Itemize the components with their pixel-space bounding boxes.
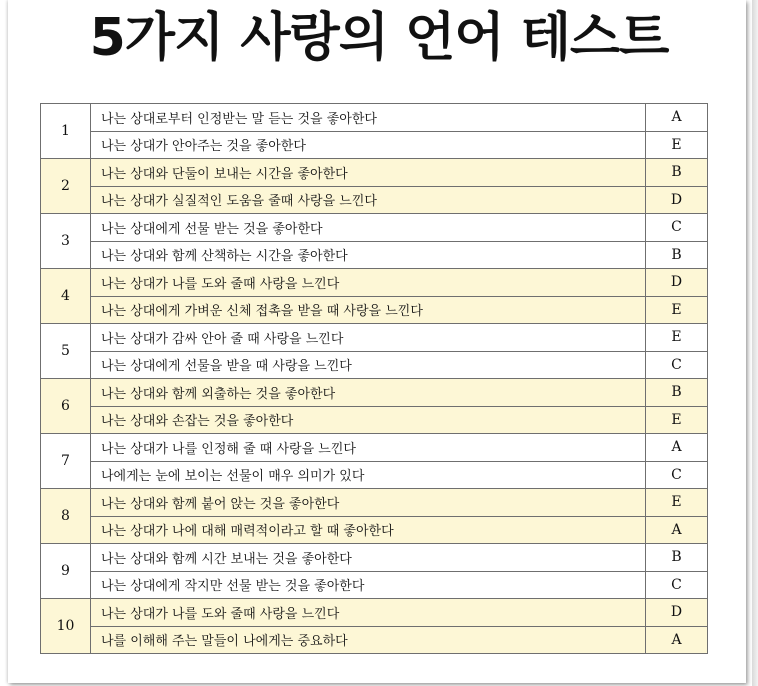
question-number: 8 bbox=[41, 489, 91, 544]
question-row bbox=[41, 104, 708, 132]
question-row bbox=[41, 269, 708, 297]
statement-text: 나는 상대와 단둘이 보내는 시간을 좋아한다 bbox=[91, 159, 646, 187]
statement-text: 나는 상대에게 작지만 선물 받는 것을 좋아한다 bbox=[91, 571, 646, 599]
answer-code: D bbox=[646, 186, 708, 214]
question-row bbox=[41, 214, 708, 242]
answer-code: E bbox=[646, 131, 708, 159]
question-number: 2 bbox=[41, 159, 91, 214]
answer-code: E bbox=[646, 489, 708, 517]
answer-code: A bbox=[646, 626, 708, 654]
question-row bbox=[41, 544, 708, 572]
statement-text: 나는 상대가 나를 도와 줄때 사랑을 느낀다 bbox=[91, 599, 646, 627]
question-row bbox=[41, 571, 708, 599]
statement-text: 나는 상대가 안아주는 것을 좋아한다 bbox=[91, 131, 646, 159]
statement-text: 나는 상대가 나에 대해 매력적이라고 할 때 좋아한다 bbox=[91, 516, 646, 544]
statement-text: 나에게는 눈에 보이는 선물이 매우 의미가 있다 bbox=[91, 461, 646, 489]
question-row bbox=[41, 379, 708, 407]
statement-text: 나는 상대와 함께 시간 보내는 것을 좋아한다 bbox=[91, 544, 646, 572]
question-row bbox=[41, 489, 708, 517]
page-edge bbox=[752, 0, 758, 686]
statement-text: 나는 상대에게 가벼운 신체 접촉을 받을 때 사랑을 느낀다 bbox=[91, 296, 646, 324]
answer-code: D bbox=[646, 269, 708, 297]
statement-text: 나는 상대가 나를 도와 줄때 사랑을 느낀다 bbox=[91, 269, 646, 297]
question-number: 4 bbox=[41, 269, 91, 324]
question-row bbox=[41, 434, 708, 462]
answer-code: C bbox=[646, 461, 708, 489]
question-row bbox=[41, 296, 708, 324]
question-row bbox=[41, 516, 708, 544]
question-number: 5 bbox=[41, 324, 91, 379]
question-row bbox=[41, 131, 708, 159]
answer-code: E bbox=[646, 296, 708, 324]
statement-text: 나를 이해해 주는 말들이 나에게는 중요하다 bbox=[91, 626, 646, 654]
statement-text: 나는 상대와 손잡는 것을 좋아한다 bbox=[91, 406, 646, 434]
page-title: 5가지 사랑의 언어 테스트 bbox=[89, 8, 669, 68]
question-row bbox=[41, 186, 708, 214]
love-language-test-table bbox=[40, 103, 708, 654]
answer-code: C bbox=[646, 214, 708, 242]
question-row bbox=[41, 599, 708, 627]
answer-code: B bbox=[646, 544, 708, 572]
answer-code: E bbox=[646, 406, 708, 434]
statement-text: 나는 상대가 감싸 안아 줄 때 사랑을 느낀다 bbox=[91, 324, 646, 352]
answer-code: A bbox=[646, 516, 708, 544]
answer-code: E bbox=[646, 324, 708, 352]
test-table-body bbox=[41, 104, 708, 654]
answer-code: B bbox=[646, 159, 708, 187]
statement-text: 나는 상대에게 선물 받는 것을 좋아한다 bbox=[91, 214, 646, 242]
question-row bbox=[41, 324, 708, 352]
statement-text: 나는 상대가 나를 인정해 줄 때 사랑을 느낀다 bbox=[91, 434, 646, 462]
question-row bbox=[41, 351, 708, 379]
question-number: 9 bbox=[41, 544, 91, 599]
question-number: 6 bbox=[41, 379, 91, 434]
answer-code: B bbox=[646, 241, 708, 269]
question-number: 7 bbox=[41, 434, 91, 489]
question-row bbox=[41, 461, 708, 489]
question-number: 10 bbox=[41, 599, 91, 654]
statement-text: 나는 상대와 함께 산책하는 시간을 좋아한다 bbox=[91, 241, 646, 269]
question-number: 3 bbox=[41, 214, 91, 269]
statement-text: 나는 상대와 함께 외출하는 것을 좋아한다 bbox=[91, 379, 646, 407]
statement-text: 나는 상대와 함께 붙어 앉는 것을 좋아한다 bbox=[91, 489, 646, 517]
question-row bbox=[41, 241, 708, 269]
question-row bbox=[41, 626, 708, 654]
statement-text: 나는 상대로부터 인정받는 말 듣는 것을 좋아한다 bbox=[91, 104, 646, 132]
answer-code: C bbox=[646, 571, 708, 599]
answer-code: C bbox=[646, 351, 708, 379]
statement-text: 나는 상대가 실질적인 도움을 줄때 사랑을 느낀다 bbox=[91, 186, 646, 214]
answer-code: D bbox=[646, 599, 708, 627]
answer-code: A bbox=[646, 104, 708, 132]
question-row bbox=[41, 159, 708, 187]
question-row bbox=[41, 406, 708, 434]
question-number: 1 bbox=[41, 104, 91, 159]
answer-code: A bbox=[646, 434, 708, 462]
statement-text: 나는 상대에게 선물을 받을 때 사랑을 느낀다 bbox=[91, 351, 646, 379]
answer-code: B bbox=[646, 379, 708, 407]
